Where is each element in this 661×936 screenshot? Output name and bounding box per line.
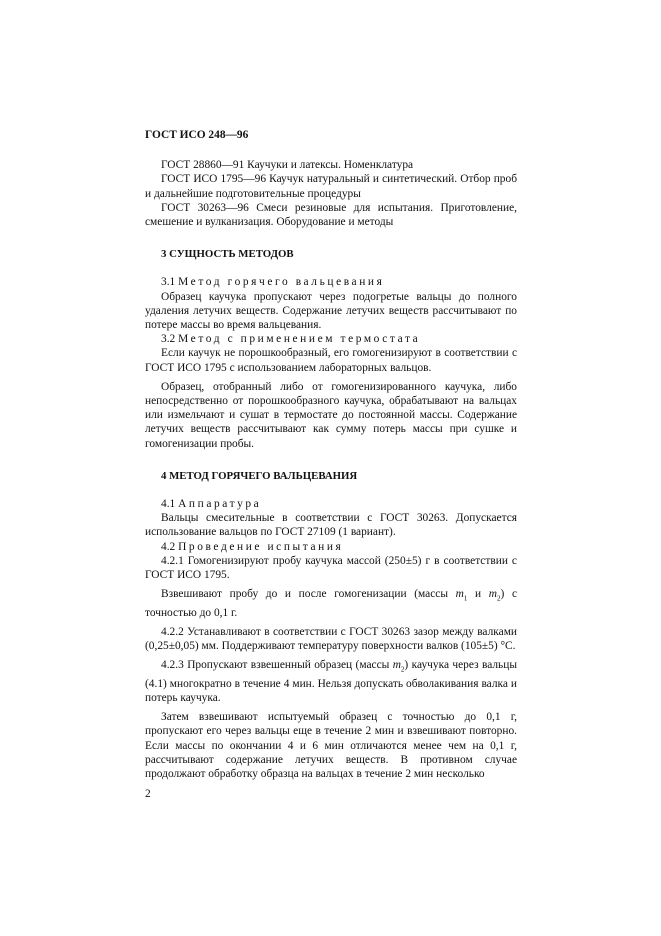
subsection-4-2-title: Проведение испытания: [178, 540, 344, 553]
subsection-3-1-heading: 3.1 Метод горячего вальцевания: [161, 276, 385, 289]
section-4-title: 4 МЕТОД ГОРЯЧЕГО ВАЛЬЦЕВАНИЯ: [161, 469, 358, 482]
clause-4-2-3-continued: Затем взвешивают испытуемый образец с точностью до 0,1 г, пропускают его через вальцы еще в течение 2 мин и взвешивают повторно. Если массы по окончании 4 и 6 мин отличаются менее чем на 0,1 г, рассчитывают содержание летучих веществ. В противном случае продолжают обработку образца на вальцах в течение 2 мин несколько: [145, 711, 517, 781]
subsection-4-1-heading: 4.1 Аппаратура: [161, 498, 262, 511]
reference-3: ГОСТ 30263—96 Смеси резиновые для испытания. Приготовление, смешение и вулканизация. Оборудование и методы: [145, 201, 517, 229]
subsection-3-2-text-1: Если каучук не порошкообразный, его гомогенизируют в соответствии с ГОСТ ИСО 1795 с использованием лабораторных вальцов.: [145, 347, 517, 374]
subsection-3-2-title: Метод с применением термостата: [178, 333, 421, 346]
clause-4-2-2: 4.2.2 Устанавливают в соответствии с ГОСТ 30263 зазор между валками (0,25±0,05) мм. Поддерживают температуру поверхности валков (105±5) °С.: [145, 625, 517, 653]
subsection-3-1-title: Метод горячего вальцевания: [178, 276, 385, 289]
section-3-title: 3 СУЩНОСТЬ МЕТОДОВ: [161, 248, 294, 261]
subsection-3-2-heading: 3.2 Метод с применением термостата: [161, 333, 421, 346]
document-page: [145, 128, 517, 801]
subsection-4-2-heading: 4.2 Проведение испытания: [161, 540, 344, 553]
subsection-4-1-title: Аппаратура: [178, 498, 262, 511]
reference-2: ГОСТ ИСО 1795—96 Каучук натуральный и синтетический. Отбор проб и дальнейшие подготовительные процедуры: [145, 173, 517, 200]
clause-4-2-3: 4.2.3 Пропускают взвешенный образец (массы $m_2$) каучука через вальцы (4.1) многократно в течение 4 мин. Нельзя допускать обволакивания валка и потерь каучука.: [145, 659, 517, 705]
subsection-3-1-text: Образец каучука пропускают через подогретые вальцы до полного удаления летучих веществ. Содержание летучих веществ рассчитывают по потере массы во время вальцевания.: [145, 290, 517, 332]
reference-1: ГОСТ 28860—91 Каучуки и латексы. Номенклатура: [161, 159, 414, 172]
clause-4-2-1: 4.2.1 Гомогенизируют пробу каучука массой (250±5) г в соответствии с ГОСТ ИСО 1795.: [145, 554, 517, 582]
subsection-3-2-text-2: Образец, отобранный либо от гомогенизированного каучука, либо непосредственно от порошкообразного каучука, обрабатывают на вальцах или измельчают и сушат в термостате до постоянной массы. Содержание летучих веществ рассчитывают как сумму потерь массы при сушке и гомогенизации пробы.: [145, 380, 517, 450]
clause-4-2-1-weighing: Взвешивают пробу до и после гомогенизации (массы $m_1$ и $m_2$) с точностью до 0,1 г.: [145, 588, 517, 619]
document-header: ГОСТ ИСО 248—96: [145, 129, 249, 141]
subsection-4-1-text: Вальцы смесительные в соответствии с ГОСТ 30263. Допускается использование вальцов по ГОСТ 27109 (1 вариант).: [145, 512, 517, 539]
page-number: 2: [145, 788, 151, 801]
